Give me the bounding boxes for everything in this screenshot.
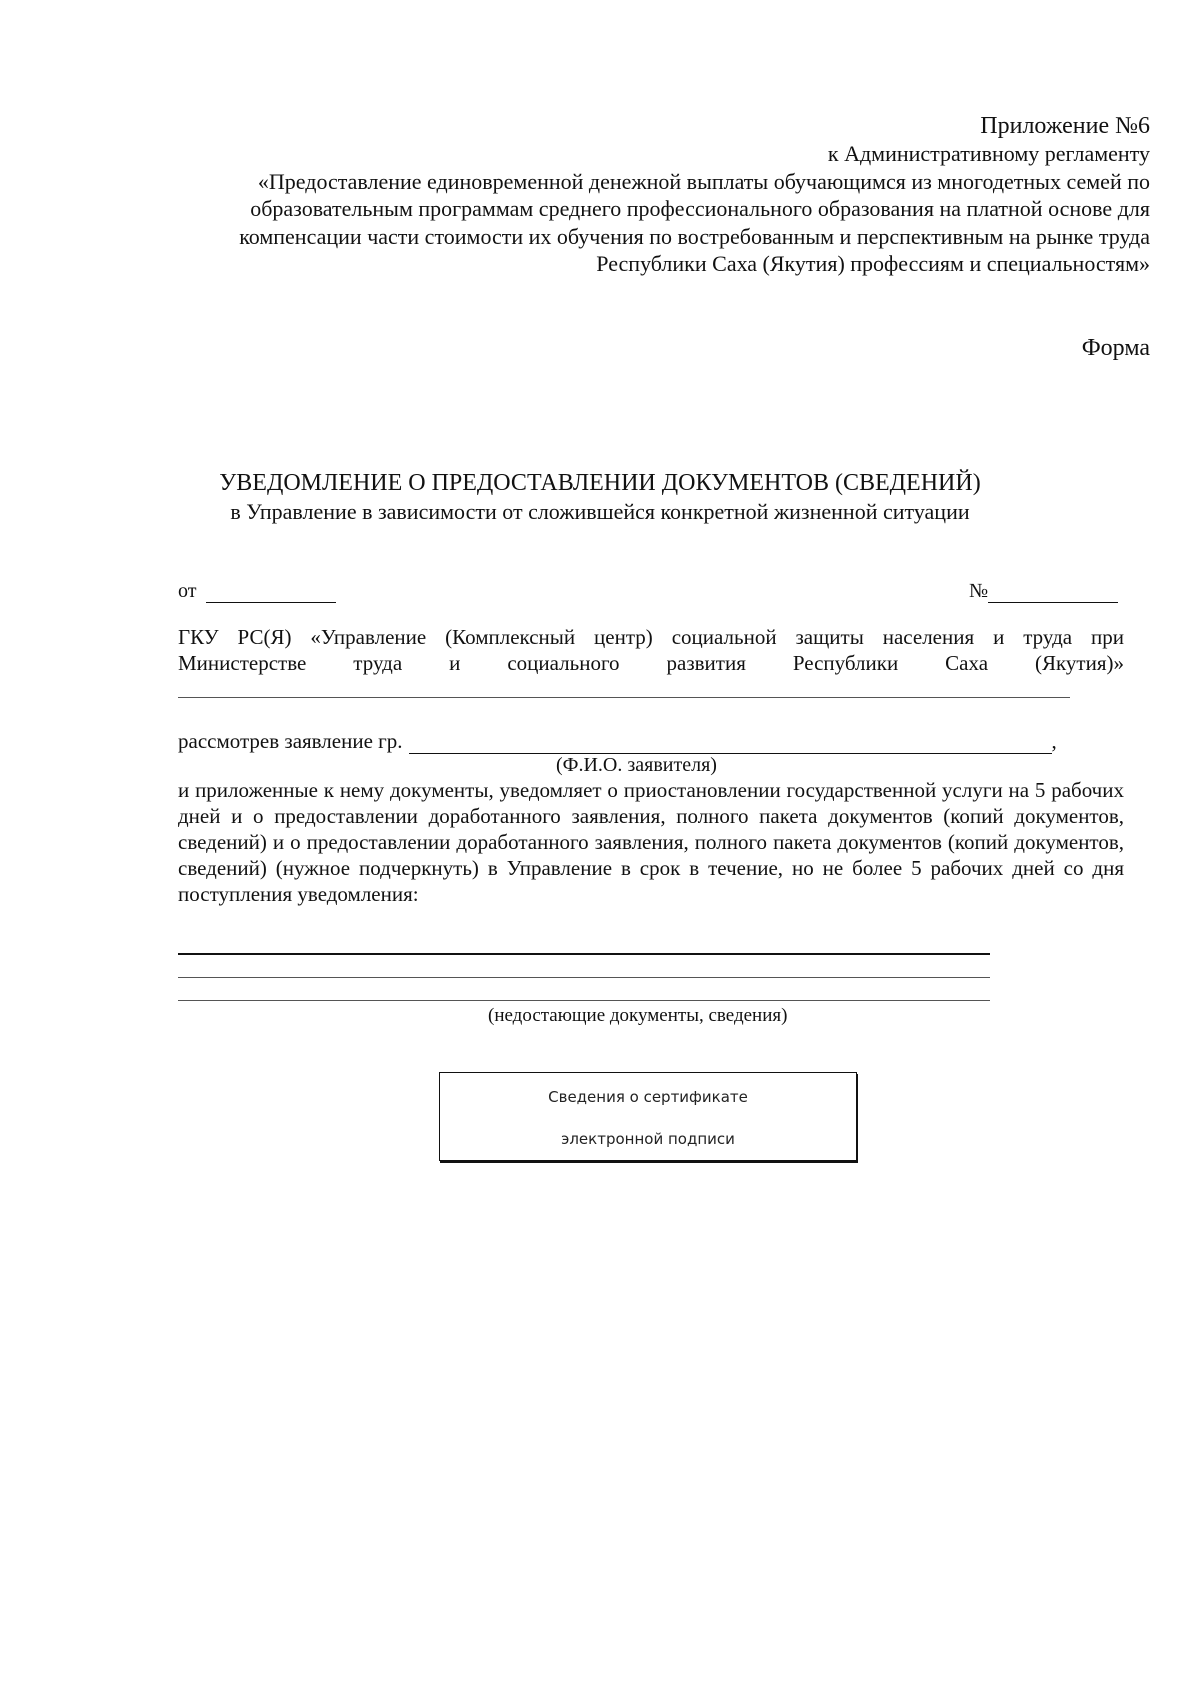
- regulation-title-line-1: «Предоставление единовременной денежной выплаты обучающимся из многодетных семей по: [257, 168, 1150, 194]
- applicant-field: [178, 728, 1078, 754]
- missing-documents-line-2[interactable]: [178, 977, 990, 978]
- regulation-title-line-3: компенсации части стоимости их обучения по востребованным и перспективным на рынке труда: [239, 223, 1150, 249]
- review-label: рассмотрев заявление гр.: [178, 729, 403, 753]
- date-blank[interactable]: [206, 582, 336, 603]
- missing-documents-caption: (недостающие документы, сведения): [488, 1005, 788, 1026]
- regulation-title-line-4: Республики Саха (Якутия) профессиям и специальностям»: [596, 251, 1150, 276]
- organization-line-2: Министерстве труда и социального развития Республики Саха (Якутия)»: [178, 651, 1124, 675]
- number-label: №: [969, 580, 989, 602]
- number-field: [969, 579, 1118, 603]
- certificate-label-line-2: электронной подписи: [561, 1130, 735, 1148]
- organization-name: [178, 624, 1124, 676]
- applicant-name-caption: (Ф.И.О. заявителя): [556, 754, 717, 776]
- document-title: УВЕДОМЛЕНИЕ О ПРЕДОСТАВЛЕНИИ ДОКУМЕНТОВ (СВЕДЕНИЙ): [219, 470, 981, 496]
- appendix-header: [190, 112, 1150, 278]
- form-label: Форма: [1081, 335, 1150, 361]
- number-blank[interactable]: [988, 582, 1118, 603]
- regulation-reference: к Административному регламенту: [827, 141, 1150, 166]
- organization-divider: [178, 697, 1070, 698]
- signature-certificate-box: [439, 1072, 857, 1161]
- missing-documents-line-1[interactable]: [178, 953, 990, 955]
- notification-body: и приложенные к нему документы, уведомляет о приостановлении государственной услуги на 5 рабочих дней и о предоставлении доработанного заявления, полного пакета документов (копий документов, сведений) и о предоставлении доработанного заявления, полного пакета документов (копий документов, сведений) (нужное подчеркнуть) в Управление в срок в течение, но не более 5 рабочих дней со дня поступления уведомления:: [178, 778, 1124, 906]
- review-comma: ,: [1051, 729, 1057, 753]
- missing-documents-line-3[interactable]: [178, 1000, 990, 1001]
- certificate-label-line-1: Сведения о сертификате: [548, 1088, 748, 1106]
- appendix-number: Приложение №6: [980, 113, 1150, 139]
- regulation-title-line-2: образовательным программам среднего профессионального образования на платной основе для: [250, 196, 1150, 221]
- organization-line-1: ГКУ РС(Я) «Управление (Комплексный центр) социальной защиты населения и труда при: [178, 625, 1124, 649]
- applicant-name-blank[interactable]: [409, 733, 1052, 754]
- date-field: [178, 579, 336, 603]
- date-label: от: [178, 580, 197, 602]
- document-subtitle: в Управление в зависимости от сложившейся конкретной жизненной ситуации: [230, 499, 970, 524]
